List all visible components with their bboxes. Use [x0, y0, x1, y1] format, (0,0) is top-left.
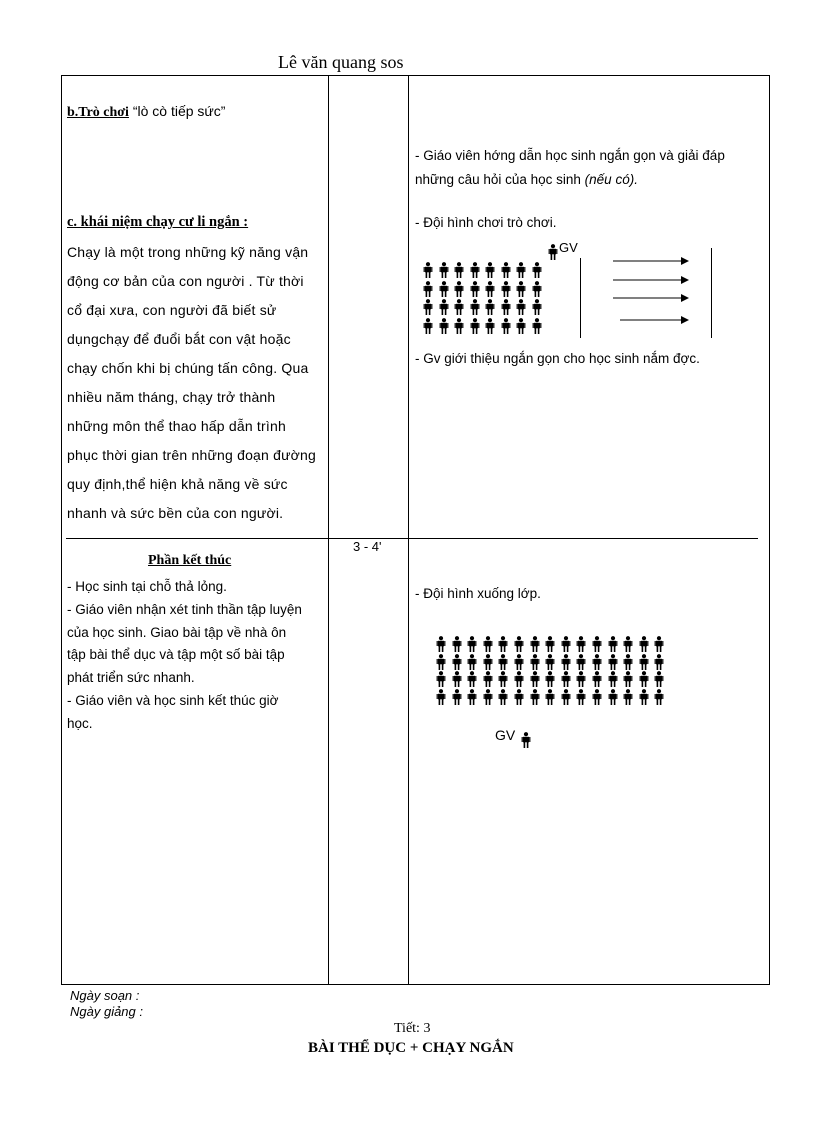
student-figure [530, 654, 540, 670]
student-figure [439, 281, 449, 297]
guide-text [415, 144, 765, 192]
student-figure [483, 671, 493, 687]
student-figure [501, 318, 511, 334]
table-border-right [769, 75, 770, 985]
student-figure [470, 299, 480, 315]
student-figure [470, 318, 480, 334]
concept-line: Chạy là một trong những kỹ năng vận [67, 244, 309, 260]
table-border-left [61, 75, 62, 985]
student-figure [592, 671, 602, 687]
student-figure [436, 636, 446, 652]
student-figure [576, 689, 586, 705]
ending-line: - Học sinh tại chỗ thả lỏng. [67, 579, 227, 594]
student-figure [623, 671, 633, 687]
student-figure [454, 281, 464, 297]
table-divider-col1 [328, 75, 329, 985]
table-border-top [61, 75, 770, 76]
student-figure [654, 671, 664, 687]
student-figure [436, 671, 446, 687]
table-row-divider [66, 538, 758, 539]
student-figure [639, 636, 649, 652]
concept-line: chạy chốn khi bị chúng tấn công. Qua [67, 360, 309, 376]
student-figure [532, 318, 542, 334]
student-figure [467, 689, 477, 705]
student-figure [485, 299, 495, 315]
student-figure [561, 671, 571, 687]
guide-line-2: những câu hỏi của học sinh (nếu có). [415, 172, 638, 187]
ending-time: 3 - 4' [353, 539, 382, 554]
section-b-title: “lò cò tiếp sức” [132, 103, 226, 119]
ending-formation-title: - Đội hình xuống lớp. [415, 586, 541, 601]
ending-line: học. [67, 715, 93, 731]
student-figure [467, 636, 477, 652]
student-figure [436, 654, 446, 670]
student-figure [561, 654, 571, 670]
student-figure [608, 689, 618, 705]
table-border-bottom [61, 984, 770, 985]
guide-line-1: - Giáo viên hớng dẫn học sinh ngắn gọn và giải đáp [415, 148, 725, 163]
student-figure [498, 689, 508, 705]
student-figure [439, 299, 449, 315]
concept-line: dụngchạy để đuổi bắt con vật hoặc [67, 331, 291, 347]
ending-line: phát triển sức nhanh. [67, 670, 195, 686]
ending-line: của học sinh. Giao bài tập về nhà ôn [67, 624, 287, 640]
student-figure [452, 689, 462, 705]
student-figure [470, 281, 480, 297]
concept-line: động cơ bản của con người . Từ thời [67, 273, 304, 289]
student-figure [545, 654, 555, 670]
student-figure [561, 636, 571, 652]
teacher-label: GV [559, 240, 578, 255]
game-formation-title: - Đội hình chơi trò chơi. [415, 215, 557, 230]
student-figure [423, 299, 433, 315]
student-figure [436, 689, 446, 705]
student-figure [439, 318, 449, 334]
student-figure [501, 299, 511, 315]
student-figure [623, 654, 633, 670]
student-figure [592, 636, 602, 652]
student-figure [498, 671, 508, 687]
ending-teacher-label: GV [495, 727, 516, 743]
student-figure [452, 636, 462, 652]
student-figure [516, 318, 526, 334]
student-figure [485, 262, 495, 278]
concept-line: phục thời gian trên những đoạn đường [67, 447, 317, 463]
concept-line: quy định,thể hiện khả năng về sức [67, 476, 288, 492]
date-prepared: Ngày soạn : [70, 988, 140, 1003]
table-divider-col2 [408, 75, 409, 985]
student-figure [623, 636, 633, 652]
ending-heading: Phần kết thúc [148, 553, 232, 568]
student-figure [452, 654, 462, 670]
student-figure [485, 318, 495, 334]
student-figure [639, 654, 649, 670]
concept-paragraph [67, 238, 325, 528]
student-figure [423, 262, 433, 278]
section-b [67, 103, 225, 121]
ending-line: - Giáo viên và học sinh kết thúc giờ [67, 692, 279, 708]
lesson-number: Tiết: 3 [394, 1021, 431, 1036]
student-figure [530, 689, 540, 705]
section-c-heading: c. khái niệm chạy cư li ngắn : [67, 214, 249, 230]
student-figure [516, 281, 526, 297]
start-line [580, 258, 581, 338]
ending-line: - Giáo viên nhận xét tinh thần tập luyện [67, 601, 302, 617]
lesson-title: BÀI THỂ DỤC + CHẠY NGẮN [308, 1040, 514, 1056]
student-figure [654, 689, 664, 705]
student-figure [654, 654, 664, 670]
student-figure [498, 654, 508, 670]
concept-line: nhanh và sức bền của con người. [67, 505, 284, 521]
student-figure [639, 671, 649, 687]
student-figure [514, 636, 524, 652]
ending-line: tập bài thể dục và tập một số bài tập [67, 647, 285, 663]
student-figure [483, 689, 493, 705]
student-figure [454, 262, 464, 278]
student-figure [532, 262, 542, 278]
finish-line [711, 248, 712, 338]
student-figure [592, 654, 602, 670]
student-figure [452, 671, 462, 687]
student-figure [608, 654, 618, 670]
student-figure [423, 281, 433, 297]
student-figure [514, 671, 524, 687]
run-arrows [608, 252, 698, 332]
date-taught: Ngày giảng : [70, 1004, 143, 1019]
student-figure [514, 654, 524, 670]
student-figure [454, 299, 464, 315]
section-b-heading: b.Trò chơi [67, 105, 129, 120]
concept-line: những môn thể thao hấp dẫn trình [67, 418, 286, 434]
student-figure [576, 671, 586, 687]
student-figure [545, 636, 555, 652]
student-figure [592, 689, 602, 705]
student-figure [516, 262, 526, 278]
student-figure [467, 654, 477, 670]
student-figure [576, 636, 586, 652]
student-figure [623, 689, 633, 705]
author-header: Lê văn quang sos [278, 52, 404, 72]
student-figure [654, 636, 664, 652]
student-figure [483, 654, 493, 670]
student-figure [470, 262, 480, 278]
concept-line: nhiều năm tháng, chạy trở thành [67, 389, 276, 405]
student-figure [516, 299, 526, 315]
concept-line: cổ đại xưa, con người đã biết sử [67, 302, 277, 318]
student-figure [498, 636, 508, 652]
student-figure [608, 636, 618, 652]
student-figure [501, 281, 511, 297]
student-figure [485, 281, 495, 297]
ending-teacher-figure [521, 732, 531, 748]
intro-text: - Gv giới thiệu ngắn gọn cho học sinh nắm đợc. [415, 351, 700, 366]
student-figure [423, 318, 433, 334]
student-figure [576, 654, 586, 670]
student-figure [439, 262, 449, 278]
student-figure [530, 671, 540, 687]
student-figure [532, 281, 542, 297]
teacher-figure [548, 244, 558, 260]
student-figure [467, 671, 477, 687]
student-figure [530, 636, 540, 652]
student-figure [545, 671, 555, 687]
student-figure [514, 689, 524, 705]
guide-note: (nếu có). [584, 172, 638, 187]
ending-paragraph [67, 576, 323, 736]
student-figure [483, 636, 493, 652]
student-figure [608, 671, 618, 687]
student-figure [501, 262, 511, 278]
student-figure [532, 299, 542, 315]
student-figure [561, 689, 571, 705]
student-figure [454, 318, 464, 334]
student-figure [545, 689, 555, 705]
student-figure [639, 689, 649, 705]
